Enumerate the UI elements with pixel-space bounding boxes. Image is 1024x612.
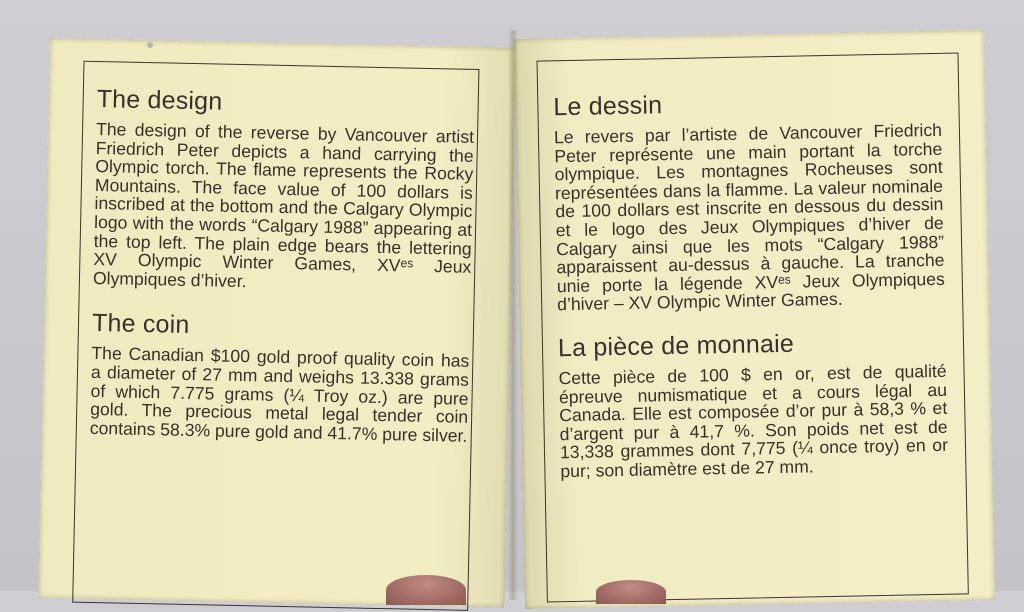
left-page xyxy=(38,38,516,608)
paper-speck xyxy=(147,42,153,48)
left-page-content xyxy=(90,85,475,445)
booklet-fold xyxy=(508,30,518,600)
design-text-fr: Le revers par l’artiste de Vancouver Friedrich Peter représente une main portant la torche olympique. Les montagnes Rocheuses sont représentées dans la flamme. La valeur nominale de 100 dollars est inscrite en dessous du dessin et le logo des Jeux Olympiques d’hiver de Calgary ainsi que les mots “Calgary 1988” apparaissent au-dessus à gauche. La tranche unie porte la légende XVᵉˢ Jeux Olympiques d’hiver – XV Olympic Winter Games. xyxy=(553,119,945,315)
coin-text-fr: Cette pièce de 100 $ en or, est de qualité épreuve numismatique et a cours légal au Canada. Elle est composée d’or pur à 58,3 % et d’argent pur à 41,7 %. Son poids net est de 13,338 grammes dont 7,775 (¼ once troy) en or pur; son diamètre est de 27 mm. xyxy=(558,360,949,482)
fingertip-left xyxy=(386,575,466,605)
design-heading-en: The design xyxy=(96,84,223,116)
coin-heading-en: The coin xyxy=(91,309,190,340)
design-text-en: The design of the reverse by Vancouver artist Friedrich Peter depicts a hand carrying the Olympic torch. The flame represents the Rocky Mountains. The face value of 100 dollars is inscribed at the bottom and the Calgary Olympic logo with the words “Calgary 1988” appearing at the top left. The plain edge bears the lettering XV Olympic Winter Games, XVᵉˢ Jeux Olympiques d’hiver. xyxy=(92,118,475,291)
fingertip-right xyxy=(596,580,666,604)
right-page xyxy=(514,30,995,609)
coin-text-en: The Canadian $100 gold proof quality coin has a diameter of 27 mm and weighs 13.338 grams of which 7.775 grams (¼ Troy oz.) are pure gold. The precious metal legal tender coin contains 58.3% pure gold and 41.7% pure silver. xyxy=(89,343,470,446)
design-heading-fr: Le dessin xyxy=(553,91,663,122)
right-page-content xyxy=(553,86,948,481)
coin-heading-fr: La pièce de monnaie xyxy=(557,329,795,363)
